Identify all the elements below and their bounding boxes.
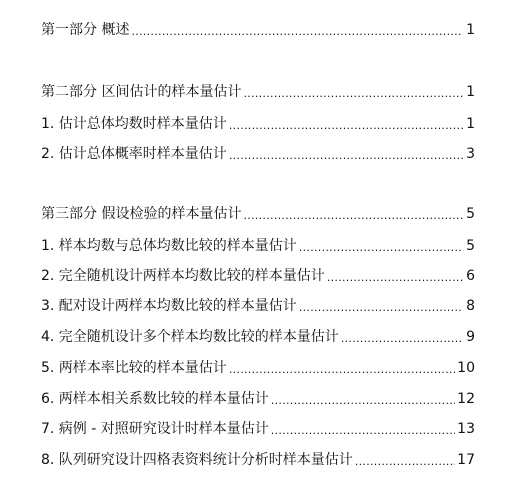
toc-entry-part-2[interactable]: [41, 79, 475, 101]
toc-entry-title: 第一部分 概述: [41, 22, 130, 38]
toc-entry-page: 5: [466, 206, 475, 222]
toc-entry-page: 13: [457, 421, 475, 437]
toc-entry-page: 3: [466, 146, 475, 162]
toc-entry-3-6[interactable]: [41, 386, 475, 408]
dot-leader: [243, 87, 463, 101]
toc-entry-2-2[interactable]: [41, 141, 475, 163]
toc-entry-page: 17: [457, 452, 475, 468]
toc-entry-page: 6: [466, 268, 475, 284]
toc-entry-title: 7. 病例 - 对照研究设计时样本量估计: [41, 421, 269, 437]
toc-entry-page: 1: [466, 116, 475, 132]
dot-leader: [131, 25, 463, 39]
toc-entry-title: 3. 配对设计两样本均数比较的样本量估计: [41, 298, 297, 314]
toc-entry-page: 5: [466, 238, 475, 254]
toc-entry-title: 第二部分 区间估计的样本量估计: [41, 84, 242, 100]
toc-entry-title: 1. 估计总体均数时样本量估计: [41, 116, 227, 132]
dot-leader: [327, 271, 463, 285]
toc-entry-page: 1: [466, 22, 475, 38]
dot-leader: [355, 455, 455, 469]
dot-leader: [243, 209, 463, 223]
toc-entry-title: 8. 队列研究设计四格表资料统计分析时样本量估计: [41, 452, 353, 468]
toc-entry-3-4[interactable]: [41, 324, 475, 346]
dot-leader: [299, 241, 463, 255]
toc-entry-3-1[interactable]: [41, 233, 475, 255]
toc-entry-page: 1: [466, 84, 475, 100]
dot-leader: [271, 394, 455, 408]
dot-leader: [229, 363, 455, 377]
toc-entry-2-1[interactable]: [41, 111, 475, 133]
toc-entry-page: 8: [466, 298, 475, 314]
toc-entry-part-1[interactable]: [41, 17, 475, 39]
toc-entry-3-5[interactable]: [41, 355, 475, 377]
toc-entry-3-3[interactable]: [41, 293, 475, 315]
toc-entry-3-7[interactable]: [41, 416, 475, 438]
dot-leader: [229, 149, 463, 163]
dot-leader: [271, 424, 455, 438]
dot-leader: [341, 332, 463, 346]
toc-entry-page: 10: [457, 360, 475, 376]
toc-entry-page: 12: [457, 391, 475, 407]
toc-entry-3-8[interactable]: [41, 447, 475, 469]
toc-entry-title: 1. 样本均数与总体均数比较的样本量估计: [41, 238, 297, 254]
toc-entry-page: 9: [466, 329, 475, 345]
toc-entry-title: 2. 估计总体概率时样本量估计: [41, 146, 227, 162]
toc-entry-title: 2. 完全随机设计两样本均数比较的样本量估计: [41, 268, 325, 284]
toc-entry-title: 6. 两样本相关系数比较的样本量估计: [41, 391, 269, 407]
dot-leader: [299, 301, 463, 315]
toc-entry-3-2[interactable]: [41, 263, 475, 285]
toc-entry-part-3[interactable]: [41, 201, 475, 223]
dot-leader: [229, 119, 463, 133]
toc-entry-title: 5. 两样本率比较的样本量估计: [41, 360, 227, 376]
toc-entry-title: 第三部分 假设检验的样本量估计: [41, 206, 242, 222]
toc-entry-title: 4. 完全随机设计多个样本均数比较的样本量估计: [41, 329, 339, 345]
